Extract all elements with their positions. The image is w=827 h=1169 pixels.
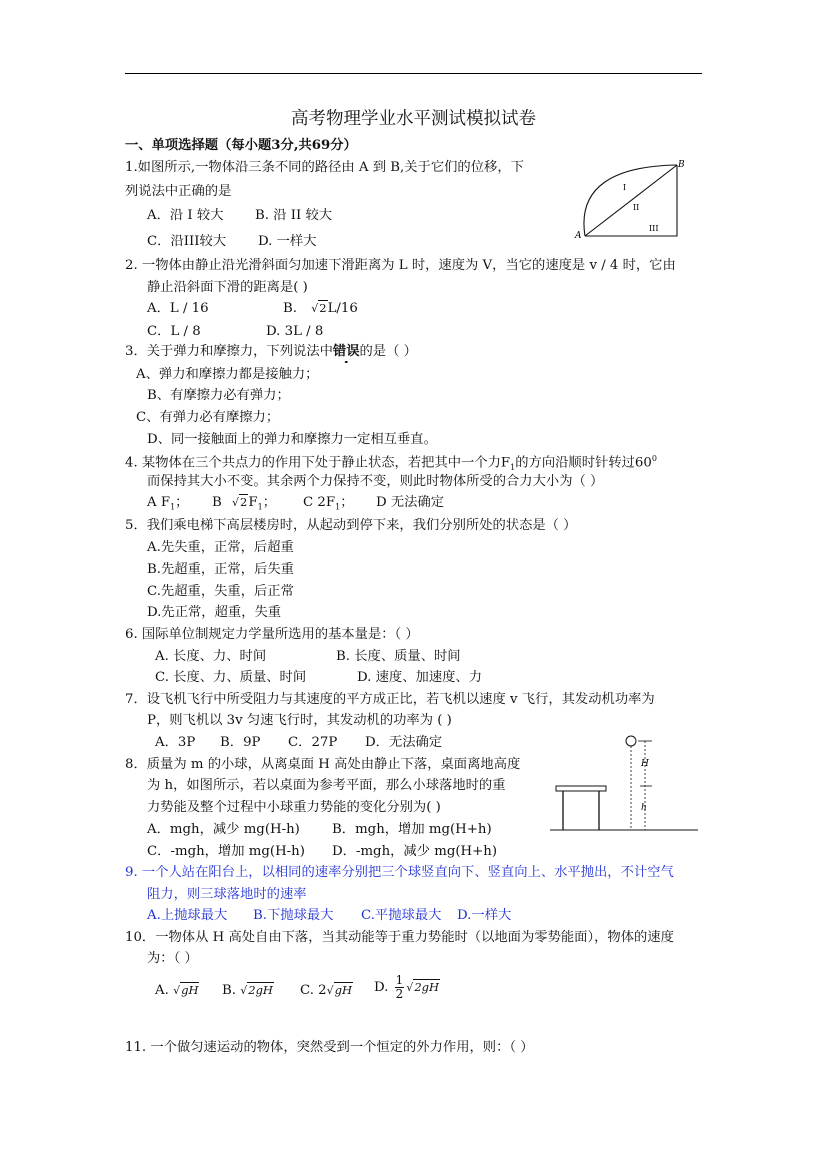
q3-stem-emphasis: 错误 <box>332 344 360 359</box>
q2-option-a: A．L / 16 <box>147 301 209 316</box>
q6-stem: 6. 国际单位制规定力学量所选用的基本量是：（ ） <box>125 627 419 642</box>
q10-option-d <box>374 974 440 1001</box>
q9-option-a: A.上抛球最大 <box>147 908 228 923</box>
q2-stem-line1: 2. 一物体由静止沿光滑斜面匀加速下滑距离为 L 时，速度为 V，当它的速度是 v / 4 时，它由 <box>125 258 676 273</box>
q4-stem-degree: 0 <box>651 454 657 463</box>
q2-option-d: D. 3L / 8 <box>266 324 324 339</box>
q2-option-b-radicand: 2 <box>319 301 327 315</box>
q1-stem-line2: 列说法中正确的是 <box>125 184 232 199</box>
q1-path-diagram <box>575 158 695 243</box>
sqrt-symbol: √2gH <box>240 983 273 997</box>
q4-option-d: D 无法确定 <box>376 495 445 510</box>
q10-option-c-prefix: C. 2 <box>300 983 327 998</box>
q9-option-d: D.一样大 <box>457 908 512 923</box>
q4-option-b-end: ； <box>262 495 276 510</box>
q6-option-c: C. 长度、力、质量、时间 <box>155 670 307 685</box>
q10-option-d-prefix: D. <box>374 980 389 996</box>
ball-icon <box>626 736 636 746</box>
q4-stem-line2: 而保持其大小不变。其余两个力保持不变，则此时物体所受的合力大小为（ ） <box>147 474 604 489</box>
q11-stem: 11. 一个做匀速运动的物体，突然受到一个恒定的外力作用，则：（ ） <box>125 1040 534 1055</box>
q8-option-b: B．mgh，增加 mg(H+h) <box>332 822 492 837</box>
q4-option-a <box>147 495 188 512</box>
section-heading: 一、单项选择题（每小题3分,共69分） <box>125 138 357 153</box>
q7-option-c: C．27P <box>288 735 338 750</box>
q1-option-a: A．沿 I 较大 <box>147 208 224 223</box>
q4-option-c-sub: 1 <box>335 502 341 512</box>
q9-option-c: C.平抛球最大 <box>361 908 442 923</box>
q3-option-d: D、同一接触面上的弹力和摩擦力一定相互垂直。 <box>147 432 437 447</box>
q10-option-a-prefix: A. <box>155 983 169 998</box>
q4-stem-angle: 的方向沿顺时针转过60 <box>515 455 652 471</box>
path-ii-line <box>585 165 677 236</box>
q7-option-a: A．3P <box>155 735 196 750</box>
q10-option-c-radicand: gH <box>334 983 353 997</box>
q3-option-a: A、弹力和摩擦力都是接触力； <box>136 367 319 382</box>
sqrt-symbol: √2gH <box>406 979 440 994</box>
q9-option-b: B.下抛球最大 <box>253 908 334 923</box>
q1-option-b: B. 沿 II 较大 <box>255 208 333 223</box>
q1-option-d: D. 一样大 <box>258 234 317 249</box>
q4-option-a-end: ； <box>175 495 189 510</box>
q4-stem-subscript: 1 <box>510 463 516 473</box>
q1-option-c: C．沿III较大 <box>147 234 227 249</box>
q10-stem-line1: 10．一物体从 H 高处自由下落，当其动能等于重力势能时（以地面为零势能面），物体的速度 <box>125 930 674 945</box>
q4-option-b-text: F <box>248 495 258 510</box>
q4-option-b <box>212 495 276 512</box>
q7-stem-line1: 7．设飞机飞行中所受阻力与其速度的平方成正比，若飞机以速度 v 飞行，其发动机功率为 <box>125 692 655 707</box>
q4-option-b-sub: 1 <box>257 502 263 512</box>
q2-option-b-prefix: B. <box>283 301 297 316</box>
q4-option-c-text: C 2F <box>303 495 336 510</box>
fig-label-b: B <box>678 160 685 170</box>
fig-label-ii: II <box>633 203 640 212</box>
fig-label-a: A <box>575 231 582 241</box>
q2-option-c: C．L / 8 <box>147 324 201 339</box>
q4-stem-text: 4. 某物体在三个共点力的作用下处于静止状态，若把其中一个力F <box>125 455 511 471</box>
fraction <box>395 974 405 1001</box>
header-rule <box>125 73 702 74</box>
q7-option-d: D．无法确定 <box>365 735 443 750</box>
q9-stem-line1: 9. 一个人站在阳台上，以相同的速率分别把三个球竖直向下、竖直向上、水平抛出，不计空气 <box>125 865 674 880</box>
q5-option-c: C.先超重，失重，后正常 <box>147 584 294 599</box>
q7-option-b: B．9P <box>220 735 261 750</box>
fig-label-i: I <box>623 183 627 192</box>
q2-stem-line2: 静止沿斜面下滑的距离是( ) <box>147 280 308 295</box>
sqrt-symbol: √gH <box>173 983 199 997</box>
q8-option-a: A．mgh，减少 mg(H-h) <box>147 822 300 837</box>
sqrt-symbol: √2 <box>232 495 248 509</box>
fraction-denominator: 2 <box>395 987 404 1002</box>
table-top <box>556 786 606 791</box>
q8-option-d: D．-mgh，减少 mg(H+h) <box>332 844 498 859</box>
q6-option-d: D. 速度、加速度、力 <box>357 670 483 685</box>
q10-option-a <box>155 983 199 999</box>
q4-option-c-end: ； <box>340 495 354 510</box>
q6-option-a: A. 长度、力、时间 <box>155 649 267 664</box>
q10-option-c <box>300 983 353 999</box>
q2-option-b-suffix: L/16 <box>327 301 358 316</box>
q3-stem <box>125 344 417 360</box>
q4-option-c <box>303 495 353 512</box>
q10-option-b-prefix: B. <box>222 983 236 998</box>
q10-option-b <box>222 983 274 999</box>
q8-stem-line3: 力势能及整个过程中小球重力势能的变化分别为( ) <box>147 800 441 815</box>
q5-stem: 5．我们乘电梯下高层楼房时，从起动到停下来，我们分别所处的状态是（ ） <box>125 518 577 533</box>
q4-stem-line1 <box>125 454 657 473</box>
sqrt-symbol: √2 <box>311 301 327 315</box>
q4-option-a-text: A F <box>147 495 171 510</box>
q10-stem-line2: 为：（ ） <box>147 951 198 966</box>
q8-stem-line1: 8．质量为 m 的小球，从离桌面 H 高处由静止下落，桌面离地高度 <box>125 757 521 772</box>
fig-label-iii: III <box>649 224 659 233</box>
q2-option-b <box>283 301 358 317</box>
fraction-numerator: 1 <box>395 973 404 987</box>
q5-option-a: A.先失重，正常，后超重 <box>147 540 294 555</box>
q6-option-b: B. 长度、质量、时间 <box>336 649 461 664</box>
q3-stem-prefix: 3．关于弹力和摩擦力，下列说法中 <box>125 344 333 359</box>
q10-option-d-radicand: 2gH <box>414 979 440 994</box>
q3-stem-suffix: 的是（ ） <box>359 344 417 359</box>
q8-option-c: C．-mgh，增加 mg(H-h) <box>147 844 305 859</box>
q10-option-a-radicand: gH <box>181 983 199 997</box>
label-big-h: H <box>641 759 649 769</box>
sqrt-symbol: √gH <box>326 983 353 997</box>
q3-option-c: C、有弹力必有摩擦力； <box>136 410 280 425</box>
q8-stem-line2: 为 h，如图所示，若以桌面为参考平面，那么小球落地时的重 <box>147 778 506 793</box>
label-small-h: h <box>641 803 647 813</box>
page-title: 高考物理学业水平测试模拟试卷 <box>291 109 536 129</box>
q9-stem-line2: 阻力，则三球落地时的速率 <box>147 887 307 902</box>
q1-stem-line1: 1.如图所示,一物体沿三条不同的路径由 A 到 B,关于它们的位移，下 <box>125 160 524 175</box>
q8-table-ball-diagram <box>548 730 703 835</box>
q4-option-b-prefix: B <box>212 495 222 510</box>
q4-option-b-radicand: 2 <box>240 495 248 509</box>
q10-option-b-radicand: 2gH <box>248 983 273 997</box>
q5-option-b: B.先超重，正常，后失重 <box>147 562 294 577</box>
q3-option-b: B、有摩擦力必有弹力； <box>147 388 290 403</box>
q4-option-a-sub: 1 <box>170 502 176 512</box>
q5-option-d: D.先正常，超重，失重 <box>147 605 282 620</box>
q7-stem-line2: P，则飞机以 3v 匀速飞行时，其发动机的功率为 ( ) <box>147 713 452 728</box>
